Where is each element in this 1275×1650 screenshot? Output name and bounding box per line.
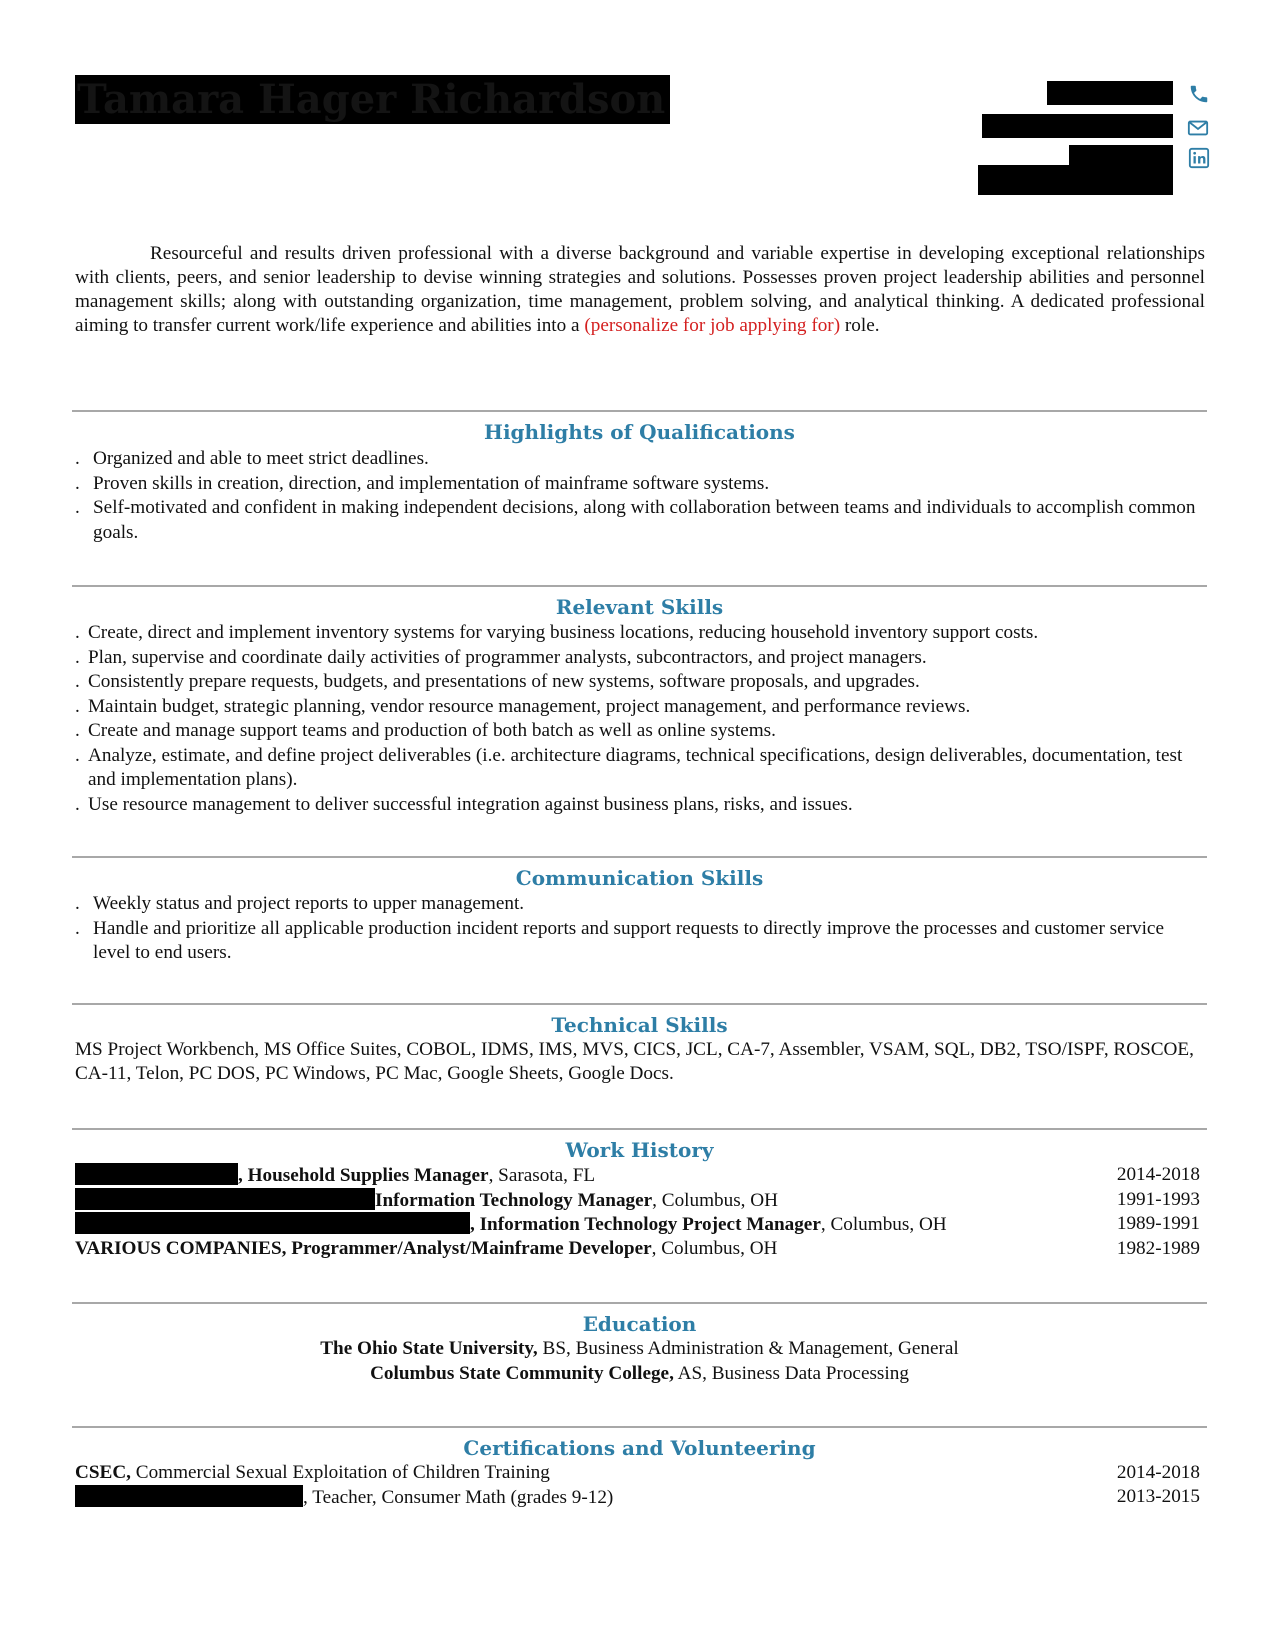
summary-tail: role. [840, 315, 880, 336]
list-item: . Weekly status and project reports to upper management. [75, 893, 525, 914]
list-item: . Handle and prioritize all applicable production incident reports and support requests to directly improve the processes and customer service level to end users. [75, 917, 1164, 963]
education-row: The Ohio State University, BS, Business Administration & Management, General [320, 1338, 959, 1359]
certification-row: CSEC, Commercial Sexual Exploitation of Children Training 2014-2018 [75, 1462, 1200, 1483]
relevant-skills-list [75, 621, 1210, 817]
summary-text: Resourceful and results driven professional with a diverse background and variable expertise in developing exceptional relationships with clients, peers, and senior leadership to devise winning strategies and solutions. Possesses proven project leadership abilities and personnel management skills; along with outstanding organization, time management, problem solving, and analytical thinking. A dedicated professional aiming to transfer current work/life experience and abilities into a [75, 243, 1205, 336]
email-icon [1187, 117, 1209, 139]
phone-redaction [1047, 81, 1173, 105]
certification-dates: 2013-2015 [1116, 1486, 1200, 1507]
work-dates: 1991-1993 [1116, 1189, 1200, 1210]
professional-summary [75, 242, 1205, 338]
section-heading-highlights: Highlights of Qualifications [484, 420, 795, 444]
section-divider [72, 1128, 1207, 1130]
section-heading-work-history: Work History [565, 1138, 714, 1162]
section-divider [72, 410, 1207, 412]
section-divider [72, 856, 1207, 858]
certification-row: , Teacher, Consumer Math (grades 9-12) 2013-2015 [75, 1485, 1200, 1509]
certification-dates: 2014-2018 [1116, 1462, 1200, 1483]
list-item: . Organized and able to meet strict deadlines. [75, 448, 429, 469]
linkedin-redaction-bottom [978, 165, 1173, 195]
section-heading-education: Education [582, 1312, 697, 1336]
candidate-name: Tamara Hager Richardson [77, 76, 666, 123]
education-row: Columbus State Community College, AS, Business Data Processing [370, 1363, 909, 1384]
work-row: , Household Supplies Manager, Sarasota, FL 2014-2018 [75, 1163, 1200, 1187]
company-redaction [75, 1188, 375, 1210]
section-heading-relevant-skills: Relevant Skills [555, 595, 724, 619]
work-row: , Information Technology Project Manager, Columbus, OH 1989-1991 [75, 1212, 1200, 1236]
section-heading-communication: Communication Skills [515, 866, 764, 890]
communication-list [75, 892, 1205, 966]
summary-highlight: (personalize for job applying for) [584, 315, 841, 336]
list-item: . Plan, supervise and coordinate daily activities of programmer analysts, subcontractors, and project managers. [75, 646, 927, 668]
section-divider [72, 585, 1207, 587]
list-item: . Self-motivated and confident in making independent decisions, along with collaboration between teams and individuals to accomplish common goals. [75, 497, 1196, 543]
list-item: . Use resource management to deliver successful integration against business plans, risks, and issues. [75, 793, 853, 815]
work-dates: 2014-2018 [1116, 1164, 1200, 1185]
work-dates: 1989-1991 [1116, 1213, 1200, 1234]
work-row: Information Technology Manager, Columbus, OH 1991-1993 [75, 1188, 1200, 1212]
list-item: . Create, direct and implement inventory systems for varying business locations, reducing household inventory support costs. [75, 622, 1039, 643]
section-divider [72, 1003, 1207, 1005]
linkedin-redaction-top [1069, 145, 1173, 167]
linkedin-icon [1188, 147, 1210, 169]
section-heading-certifications: Certifications and Volunteering [463, 1436, 816, 1460]
name-redaction [75, 75, 670, 124]
section-divider [72, 1302, 1207, 1304]
list-item: . Proven skills in creation, direction, and implementation of mainframe software systems. [75, 472, 770, 494]
email-redaction [982, 114, 1173, 138]
organization-redaction [75, 1485, 303, 1507]
phone-icon [1188, 83, 1210, 105]
company-redaction [75, 1212, 470, 1234]
company-redaction [75, 1163, 238, 1185]
work-dates: 1982-1989 [1116, 1238, 1200, 1259]
list-item: . Maintain budget, strategic planning, vendor resource management, project management, and performance reviews. [75, 695, 971, 717]
section-divider [72, 1426, 1207, 1428]
work-row: VARIOUS COMPANIES, Programmer/Analyst/Mainframe Developer, Columbus, OH 1982-1989 [75, 1238, 1200, 1259]
list-item: . Create and manage support teams and production of both batch as well as online systems. [75, 720, 776, 741]
technical-skills-text: MS Project Workbench, MS Office Suites, COBOL, IDMS, IMS, MVS, CICS, JCL, CA-7, Assembler, VSAM, SQL, DB2, TSO/ISPF, ROSCOE, CA-11, Telon, PC DOS, PC Windows, PC Mac, Google Sheets, Google Docs. [75, 1039, 1194, 1084]
list-item: . Consistently prepare requests, budgets, and presentations of new systems, software proposals, and upgrades. [75, 671, 920, 692]
highlights-list [75, 447, 1205, 545]
list-item: . Analyze, estimate, and define project deliverables (i.e. architecture diagrams, technical specifications, design deliverables, documentation, test and implementation plans). [75, 744, 1183, 790]
section-heading-technical: Technical Skills [551, 1013, 728, 1037]
